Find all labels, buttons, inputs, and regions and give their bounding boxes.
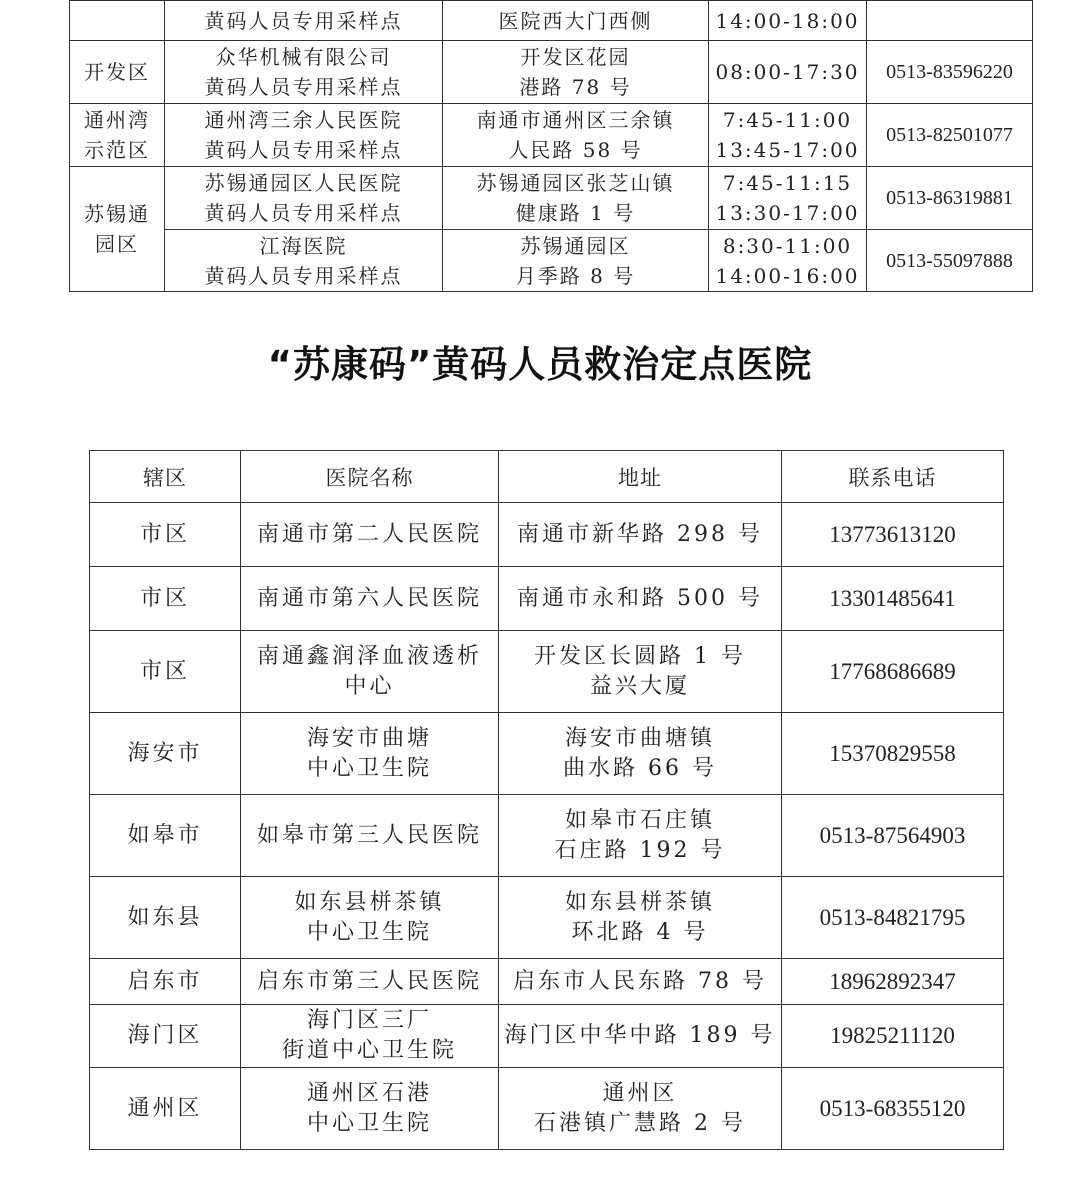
district-cell: 市区 bbox=[90, 503, 241, 567]
hospital-name-cell: 启东市第三人民医院 bbox=[241, 959, 499, 1005]
address-cell: 通州区 石港镇广慧路 2 号 bbox=[499, 1068, 782, 1150]
phone-cell: 18962892347 bbox=[782, 959, 1004, 1005]
table-row bbox=[90, 503, 1004, 567]
header-address: 地址 bbox=[499, 451, 782, 503]
hours-cell: 7:45-11:00 13:45-17:00 bbox=[709, 104, 867, 167]
phone-cell: 0513-82501077 bbox=[867, 104, 1033, 167]
table-row bbox=[70, 1, 1033, 41]
hospital-name-cell: 通州区石港 中心卫生院 bbox=[241, 1068, 499, 1150]
header-district: 辖区 bbox=[90, 451, 241, 503]
district-cell: 通州区 bbox=[90, 1068, 241, 1150]
address-cell: 苏锡通园区张芝山镇 健康路 1 号 bbox=[443, 167, 709, 230]
table-row bbox=[70, 41, 1033, 104]
district-cell: 如东县 bbox=[90, 877, 241, 959]
table-row bbox=[90, 1005, 1004, 1068]
district-cell: 如皋市 bbox=[90, 795, 241, 877]
phone-cell: 13773613120 bbox=[782, 503, 1004, 567]
hospital-name-cell: 南通市第二人民医院 bbox=[241, 503, 499, 567]
address-cell: 开发区长圆路 1 号 益兴大厦 bbox=[499, 631, 782, 713]
address-cell: 医院西大门西侧 bbox=[443, 1, 709, 41]
district-cell: 市区 bbox=[90, 631, 241, 713]
phone-cell: 17768686689 bbox=[782, 631, 1004, 713]
phone-cell: 0513-83596220 bbox=[867, 41, 1033, 104]
sampling-point-cell: 黄码人员专用采样点 bbox=[165, 1, 443, 41]
table-row bbox=[90, 959, 1004, 1005]
table-row bbox=[90, 713, 1004, 795]
table-row bbox=[90, 795, 1004, 877]
hospital-table bbox=[89, 450, 1004, 1150]
phone-cell: 15370829558 bbox=[782, 713, 1004, 795]
table-row bbox=[70, 167, 1033, 230]
hospital-name-cell: 如皋市第三人民医院 bbox=[241, 795, 499, 877]
phone-cell: 0513-87564903 bbox=[782, 795, 1004, 877]
hospital-name-cell: 海安市曲塘 中心卫生院 bbox=[241, 713, 499, 795]
hospital-name-cell: 南通鑫润泽血液透析 中心 bbox=[241, 631, 499, 713]
address-cell: 南通市新华路 298 号 bbox=[499, 503, 782, 567]
phone-cell: 0513-55097888 bbox=[867, 230, 1033, 292]
address-cell: 苏锡通园区 月季路 8 号 bbox=[443, 230, 709, 292]
phone-cell bbox=[867, 1, 1033, 41]
sampling-point-cell: 江海医院 黄码人员专用采样点 bbox=[165, 230, 443, 292]
district-cell bbox=[70, 1, 165, 41]
page-title: “苏康码”黄码人员救治定点医院 bbox=[267, 343, 813, 386]
table-row bbox=[70, 104, 1033, 167]
district-cell: 开发区 bbox=[70, 41, 165, 104]
table-row bbox=[70, 230, 1033, 292]
district-cell: 苏锡通 园区 bbox=[70, 167, 165, 292]
district-cell: 海门区 bbox=[90, 1005, 241, 1068]
phone-cell: 0513-86319881 bbox=[867, 167, 1033, 230]
district-cell: 海安市 bbox=[90, 713, 241, 795]
hours-cell: 08:00-17:30 bbox=[709, 41, 867, 104]
address-cell: 海门区中华中路 189 号 bbox=[499, 1005, 782, 1068]
address-cell: 启东市人民东路 78 号 bbox=[499, 959, 782, 1005]
hours-cell: 14:00-18:00 bbox=[709, 1, 867, 41]
table-row bbox=[90, 631, 1004, 713]
address-cell: 如皋市石庄镇 石庄路 192 号 bbox=[499, 795, 782, 877]
hours-cell: 8:30-11:00 14:00-16:00 bbox=[709, 230, 867, 292]
district-cell: 启东市 bbox=[90, 959, 241, 1005]
address-cell: 南通市永和路 500 号 bbox=[499, 567, 782, 631]
sampling-point-cell: 通州湾三余人民医院 黄码人员专用采样点 bbox=[165, 104, 443, 167]
district-cell: 通州湾 示范区 bbox=[70, 104, 165, 167]
sampling-points-table bbox=[69, 0, 1033, 292]
hospital-name-cell: 海门区三厂 街道中心卫生院 bbox=[241, 1005, 499, 1068]
table-row bbox=[90, 1068, 1004, 1150]
table-header-row bbox=[90, 451, 1004, 503]
header-hospital-name: 医院名称 bbox=[241, 451, 499, 503]
sampling-point-cell: 苏锡通园区人民医院 黄码人员专用采样点 bbox=[165, 167, 443, 230]
phone-cell: 19825211120 bbox=[782, 1005, 1004, 1068]
phone-cell: 0513-84821795 bbox=[782, 877, 1004, 959]
address-cell: 如东县栟茶镇 环北路 4 号 bbox=[499, 877, 782, 959]
hospital-name-cell: 南通市第六人民医院 bbox=[241, 567, 499, 631]
hours-cell: 7:45-11:15 13:30-17:00 bbox=[709, 167, 867, 230]
address-cell: 开发区花园 港路 78 号 bbox=[443, 41, 709, 104]
phone-cell: 0513-68355120 bbox=[782, 1068, 1004, 1150]
hospital-name-cell: 如东县栟茶镇 中心卫生院 bbox=[241, 877, 499, 959]
address-cell: 海安市曲塘镇 曲水路 66 号 bbox=[499, 713, 782, 795]
sampling-point-cell: 众华机械有限公司 黄码人员专用采样点 bbox=[165, 41, 443, 104]
district-cell: 市区 bbox=[90, 567, 241, 631]
header-phone: 联系电话 bbox=[782, 451, 1004, 503]
table-row bbox=[90, 877, 1004, 959]
address-cell: 南通市通州区三余镇 人民路 58 号 bbox=[443, 104, 709, 167]
phone-cell: 13301485641 bbox=[782, 567, 1004, 631]
table-row bbox=[90, 567, 1004, 631]
